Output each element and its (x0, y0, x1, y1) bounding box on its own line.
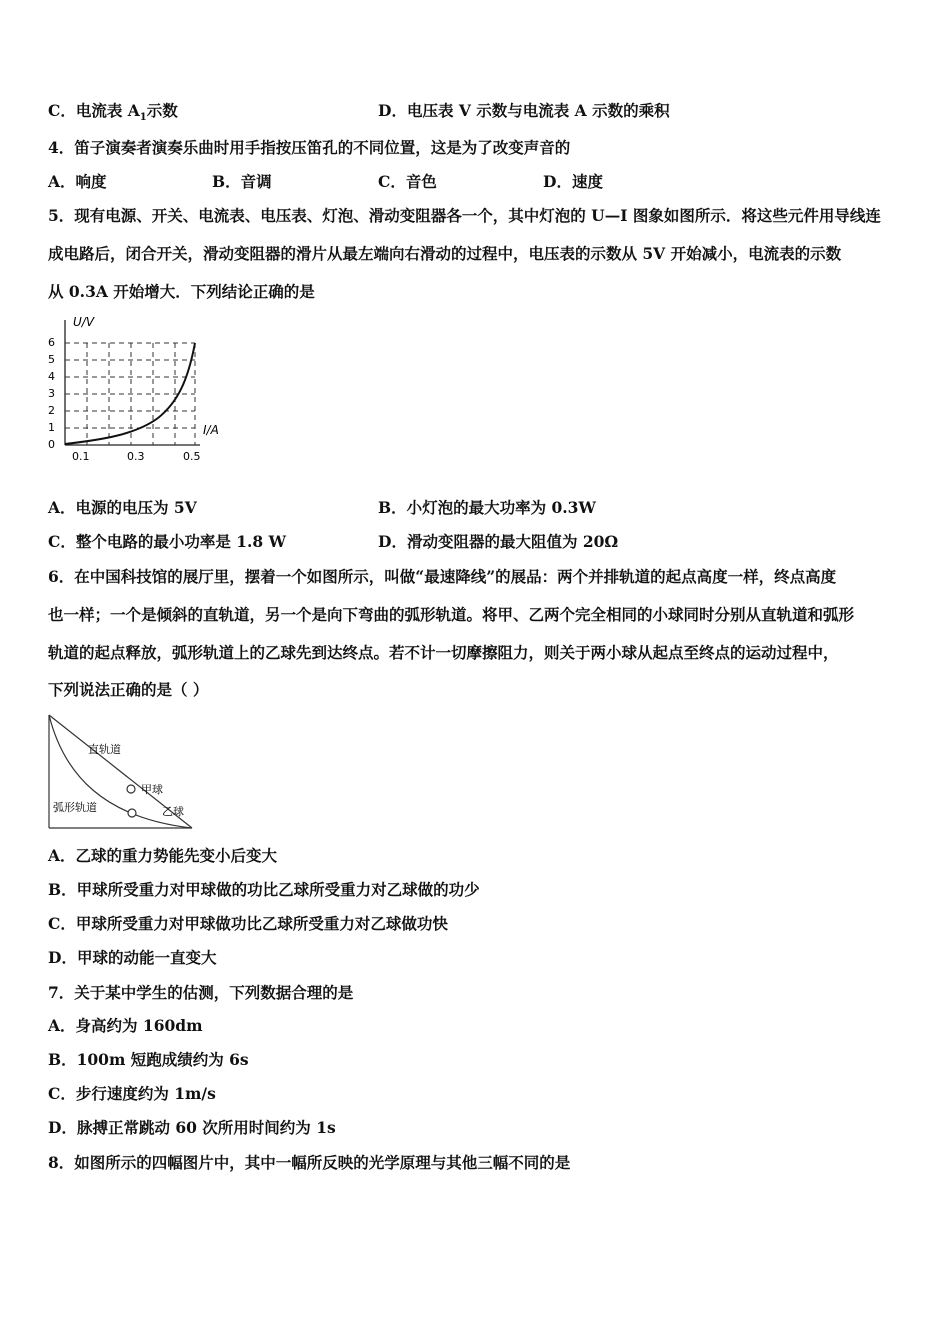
x-tick-0.3: 0.3 (127, 450, 145, 463)
q7-option-c: C．步行速度约为 1m/s (48, 1084, 216, 1103)
q5-stem-line-2: 成电路后，闭合开关，滑动变阻器的滑片从最左端向右滑动的过程中，电压表的示数从 5V 开始减小，电流表的示数 (48, 244, 842, 263)
y-tick-3: 3 (48, 387, 55, 400)
q6-stem-line-2: 也一样；一个是倾斜的直轨道，另一个是向下弯曲的弧形轨道。将甲、乙两个完全相同的小球同时分别从直轨道和弧形 (48, 605, 855, 624)
x-tick-0.5: 0.5 (183, 450, 201, 463)
y-tick-6: 6 (48, 336, 55, 349)
q7-option-a: A．身高约为 160dm (48, 1016, 203, 1035)
q6-track-figure (44, 710, 204, 834)
q5-option-b: B．小灯泡的最大功率为 0.3W (378, 498, 596, 517)
x-tick-0.1: 0.1 (72, 450, 90, 463)
q7-stem: 7．关于某中学生的估测，下列数据合理的是 (48, 983, 354, 1002)
q4-stem: 4．笛子演奏者演奏乐曲时用手指按压笛孔的不同位置，这是为了改变声音的 (48, 138, 571, 157)
q6-option-a: A．乙球的重力势能先变小后变大 (48, 846, 278, 865)
q6-stem-line-3: 轨道的起点释放，弧形轨道上的乙球先到达终点。若不计一切摩擦阻力，则关于两小球从起点至终点的运动过程中， (48, 643, 839, 662)
q8-stem: 8．如图所示的四幅图片中，其中一幅所反映的光学原理与其他三幅不同的是 (48, 1153, 571, 1172)
ball-b (128, 809, 136, 817)
q6-option-b: B．甲球所受重力对甲球做的功比乙球所受重力对乙球做的功少 (48, 880, 480, 899)
grid (65, 343, 195, 445)
straight-track-label: 直轨道 (88, 743, 121, 756)
q5-option-d: D．滑动变阻器的最大阻值为 20Ω (378, 532, 619, 551)
ball-a-label: 甲球 (141, 783, 163, 796)
y-tick-2: 2 (48, 404, 55, 417)
ball-b-label: 乙球 (162, 805, 184, 818)
q5-stem-line-3: 从 0.3A 开始增大．下列结论正确的是 (48, 282, 315, 301)
x-axis-label: I/A (203, 423, 219, 437)
q5-option-a: A．电源的电压为 5V (48, 498, 197, 517)
q5-stem-line-1: 5．现有电源、开关、电流表、电压表、灯泡、滑动变阻器各一个，其中灯泡的 U—I 图象如图所示．将这些元件用导线连 (48, 206, 881, 225)
y-tick-5: 5 (48, 353, 55, 366)
q4-option-a: A．响度 (48, 172, 107, 191)
q6-option-d: D．甲球的动能一直变大 (48, 948, 217, 967)
q3-option-c: C．电流表 $A_1$示数 (48, 101, 178, 124)
y-axis-label: U/V (73, 315, 95, 329)
ball-a (127, 785, 135, 793)
q6-option-c: C．甲球所受重力对甲球做功比乙球所受重力对乙球做功快 (48, 914, 448, 933)
q4-option-d: D．速度 (543, 172, 603, 191)
y-tick-0: 0 (48, 438, 55, 451)
y-tick-4: 4 (48, 370, 55, 383)
q5-ui-graph (40, 310, 240, 470)
q3-option-d: D．电压表 V 示数与电流表 A 示数的乘积 (378, 101, 670, 120)
q4-option-c: C．音色 (378, 172, 437, 191)
q7-option-b: B．100m 短跑成绩约为 6s (48, 1050, 249, 1069)
q4-option-b: B．音调 (212, 172, 272, 191)
curved-track-label: 弧形轨道 (53, 801, 97, 814)
q6-stem-line-4: 下列说法正确的是（ ） (48, 680, 209, 699)
y-tick-1: 1 (48, 421, 55, 434)
q5-option-c: C．整个电路的最小功率是 1.8 W (48, 532, 287, 551)
q7-option-d: D．脉搏正常跳动 60 次所用时间约为 1s (48, 1118, 336, 1137)
q6-stem-line-1: 6．在中国科技馆的展厅里，摆着一个如图所示，叫做“最速降线”的展品：两个并排轨道的起点高度一样，终点高度 (48, 567, 837, 586)
